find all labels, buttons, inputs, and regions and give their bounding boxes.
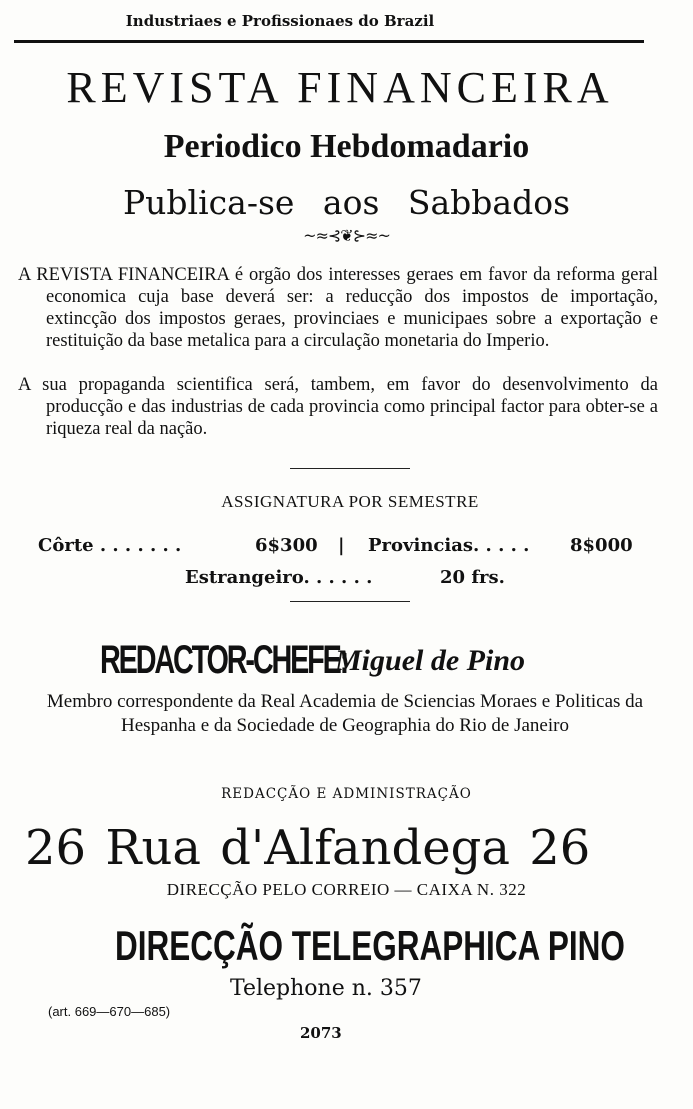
- paragraph-1-text: A REVISTA FINANCEIRA é orgão dos interesses geraes em favor da reforma geral economica cuja base deverá ser: a reducção dos impostos de importação, extincção dos impostos geraes, provinciaes e municipaes sobre a exportação e restituição da base metalica para a circulação monetaria do Imperio.: [18, 265, 658, 351]
- provincias-price: 8$000: [570, 535, 633, 556]
- corte-price: 6$300: [255, 535, 318, 556]
- telephone: Telephone n. 357: [230, 976, 422, 1001]
- section-rule: [290, 468, 410, 469]
- editor-name: Miguel de Pino: [335, 644, 526, 677]
- article-references: (art. 669—670—685): [48, 1004, 171, 1019]
- paragraph-2: [18, 374, 658, 440]
- estrangeiro-price: 20 frs.: [440, 567, 505, 588]
- paragraph-1: [18, 264, 658, 352]
- section-rule: [290, 601, 410, 602]
- ornament-divider: ~≈⊰❦⊱≈~: [303, 226, 390, 245]
- page-number: 2073: [300, 1024, 342, 1042]
- editor-label: REDACTOR-CHEFE:: [100, 638, 348, 682]
- street-address: 26 Rua d'Alfandega 26: [25, 820, 591, 876]
- masthead-title: REVISTA FINANCEIRA: [66, 63, 614, 112]
- provincias-label: Provincias. . . . .: [368, 535, 530, 556]
- paragraph-2-text: A sua propaganda scientifica será, tambem, em favor do desenvolvimento da producção e das industrias de cada provincia como principal factor para obter-se a riqueza real da nação.: [18, 375, 658, 439]
- estrangeiro-label: Estrangeiro. . . . . .: [185, 567, 373, 588]
- corte-label: Côrte . . . . . . .: [38, 535, 182, 556]
- masthead-schedule: Publica-se aos Sabbados: [122, 183, 571, 222]
- mail-address: DIRECÇÃO PELO CORREIO — CAIXA N. 322: [166, 880, 527, 899]
- running-header: Industriaes e Profissionaes do Brazil: [125, 12, 435, 30]
- price-separator: |: [338, 535, 345, 556]
- header-rule: [14, 40, 644, 43]
- address-heading: REDACÇÃO E ADMINISTRAÇÃO: [221, 786, 472, 802]
- telegraph-address: DIRECÇÃO TELEGRAPHICA PINO: [115, 922, 625, 969]
- masthead-subtitle: Periodico Hebdomadario: [163, 128, 530, 165]
- editor-credentials: Membro correspondente da Real Academia de Sciencias Moraes e Politicas da Hespanha e da Sociedade de Geographia do Rio de Janeiro: [46, 691, 644, 736]
- subscription-heading: ASSIGNATURA POR SEMESTRE: [221, 492, 479, 511]
